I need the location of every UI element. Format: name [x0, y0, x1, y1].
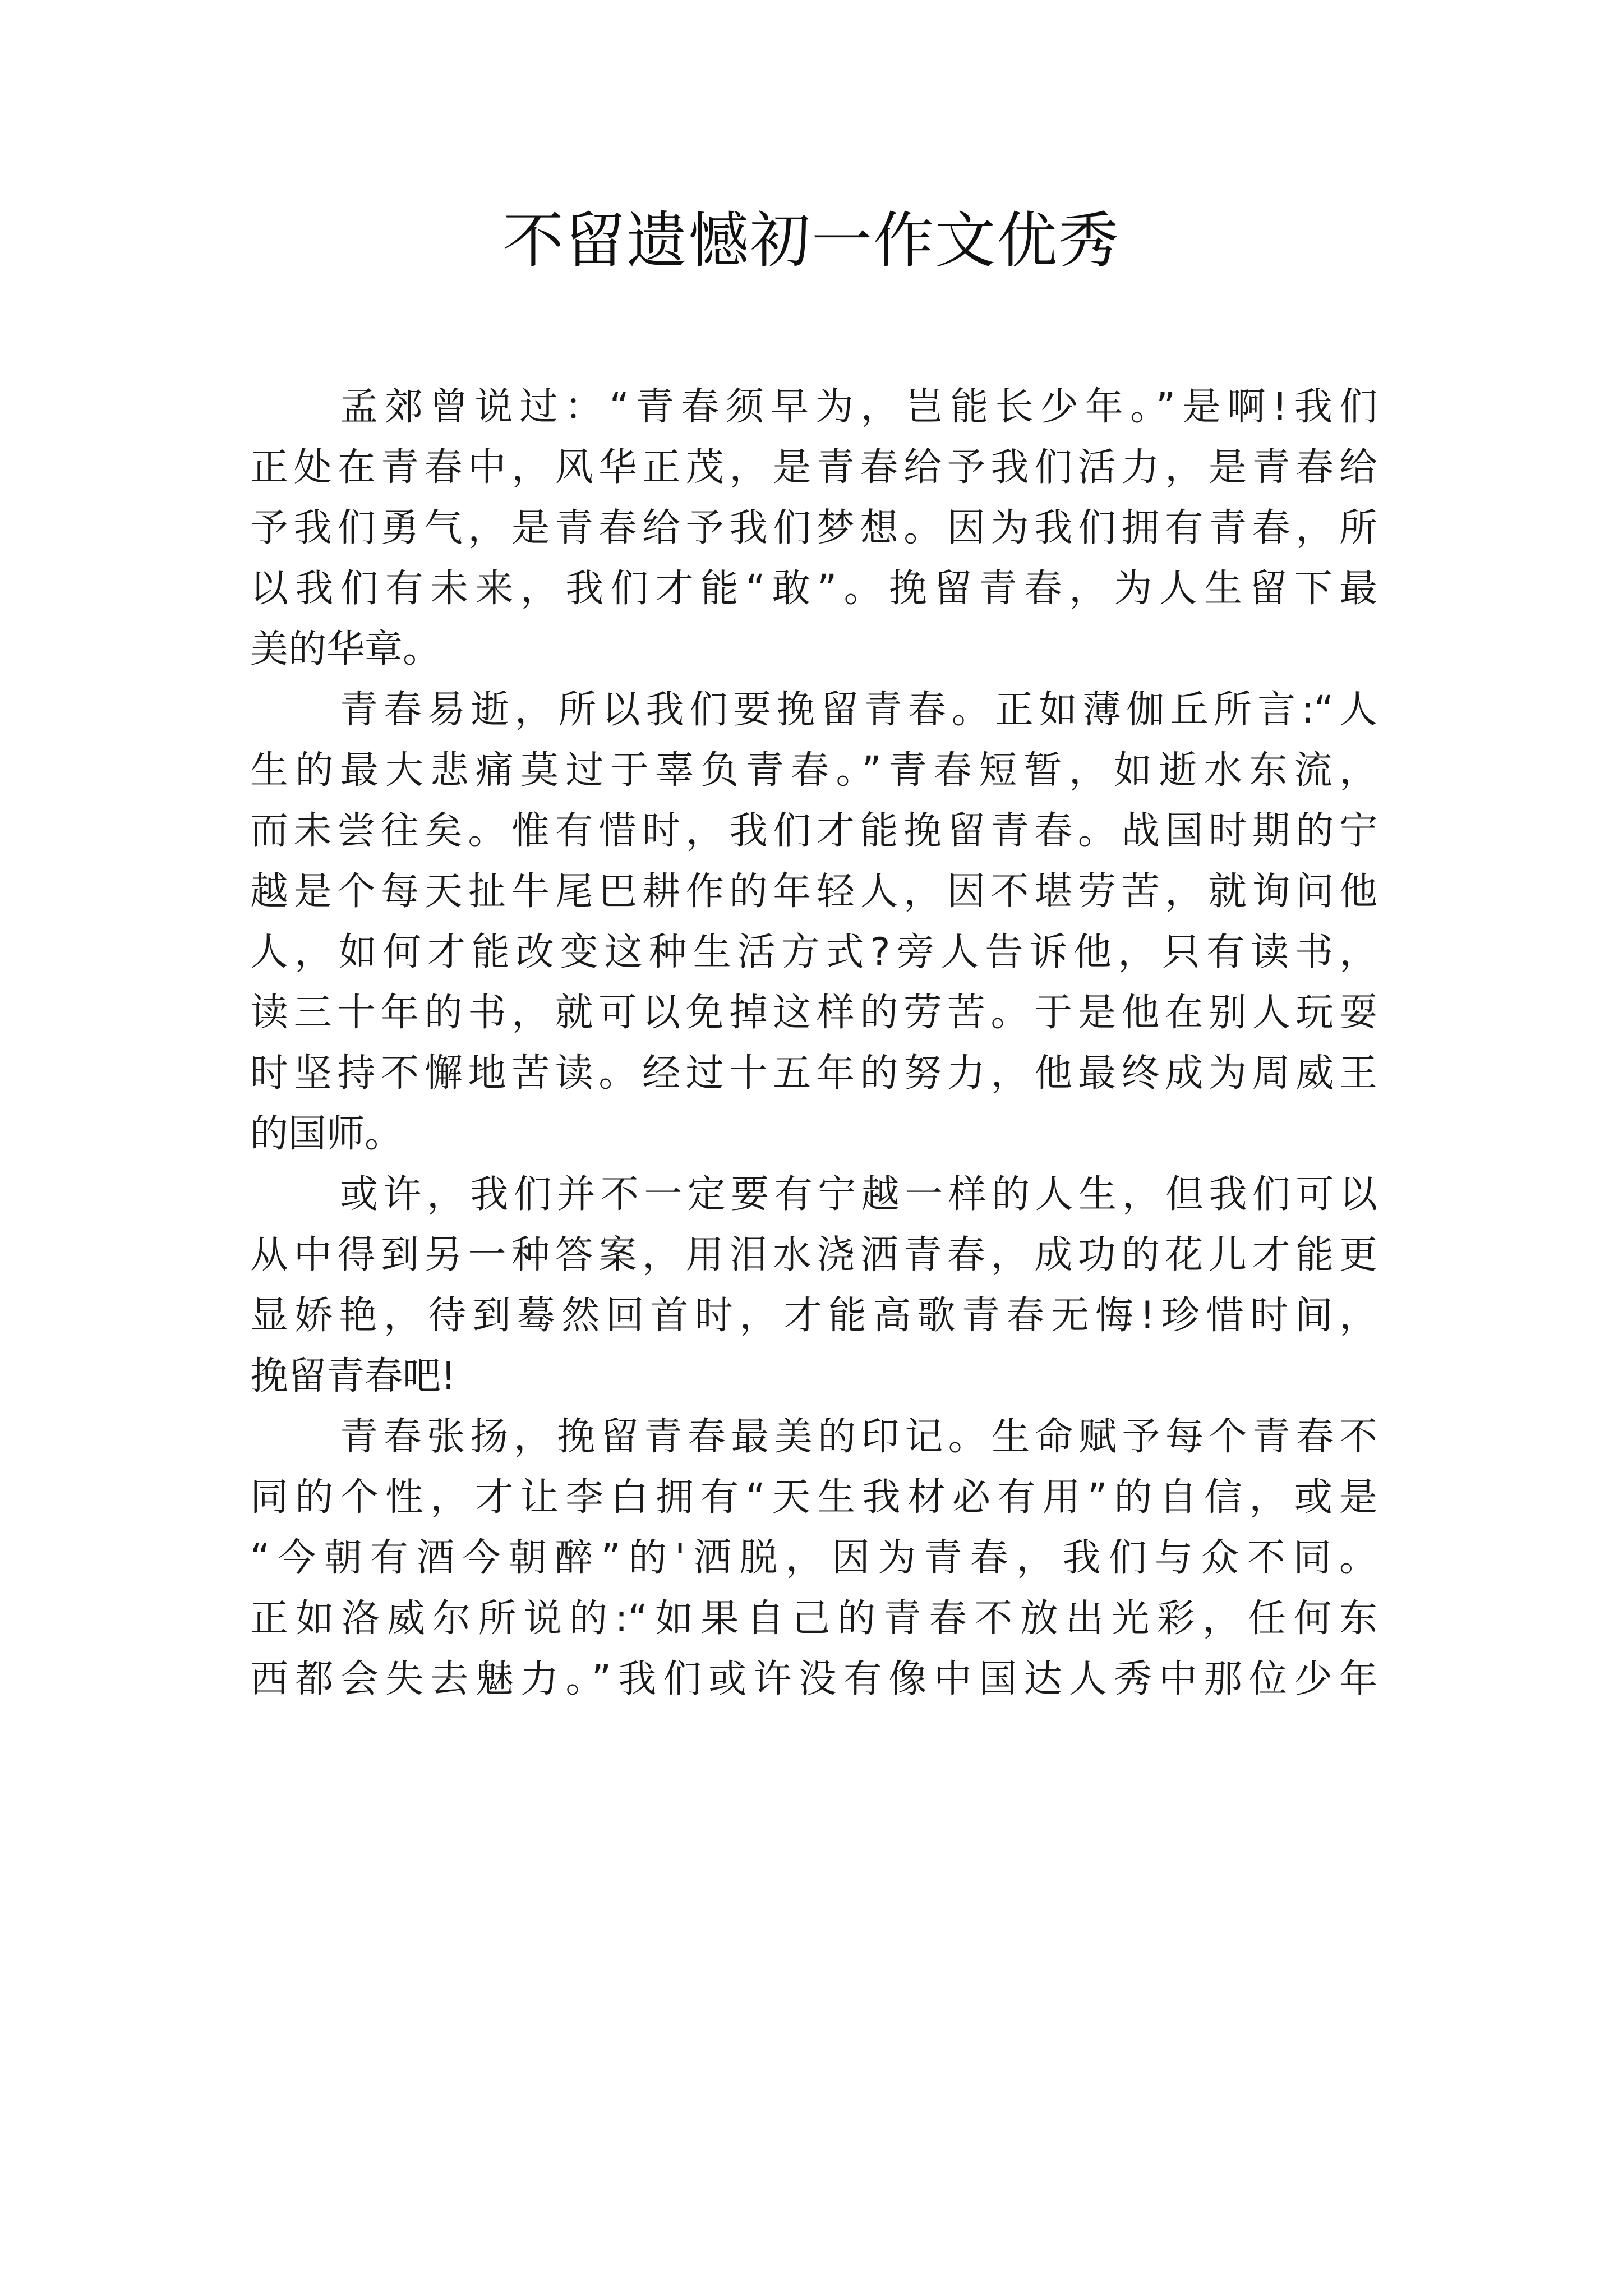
text-line: 美的华章。 — [250, 627, 441, 671]
text-line: 生的最大悲痛莫过于辜负青春。”青春短暂，如逝水东流， — [250, 748, 1377, 793]
text-line: 予我们勇气，是青春给予我们梦想。因为我们拥有青春，所 — [250, 506, 1377, 550]
text-line: 青春易逝，所以我们要挽留青春。正如薄伽丘所言:“人 — [340, 688, 1377, 732]
text-line: 孟郊曾说过：“青春须早为，岂能长少年。”是啊!我们 — [340, 385, 1377, 429]
document-body — [250, 377, 1377, 1710]
text-line: 的国师。 — [250, 1112, 403, 1156]
text-line: 从中得到另一种答案，用泪水浇洒青春，成功的花儿才能更 — [250, 1233, 1377, 1277]
text-line: 而未尝往矣。惟有惜时，我们才能挽留青春。战国时期的宁 — [250, 809, 1377, 853]
text-line: 时坚持不懈地苦读。经过十五年的努力，他最终成为周威王 — [250, 1051, 1377, 1096]
text-line: 同的个性，才让李白拥有“天生我材必有用”的自信，或是 — [250, 1475, 1377, 1520]
text-line: 越是个每天扯牛尾巴耕作的年轻人，因不堪劳苦，就询问他 — [250, 869, 1377, 914]
text-line: “今朝有酒今朝醉”的'洒脱，因为青春，我们与众不同。 — [250, 1536, 1377, 1580]
text-line: 读三十年的书，就可以免掉这样的劳苦。于是他在别人玩耍 — [250, 991, 1377, 1035]
text-line: 以我们有未来，我们才能“敢”。挽留青春，为人生留下最 — [250, 567, 1377, 611]
text-line: 人，如何才能改变这种生活方式?旁人告诉他，只有读书， — [250, 930, 1377, 974]
text-line: 青春张扬，挽留青春最美的印记。生命赋予每个青春不 — [340, 1415, 1377, 1459]
text-line: 挽留青春吧! — [250, 1354, 457, 1398]
text-line: 西都会失去魅力。”我们或许没有像中国达人秀中那位少年 — [250, 1657, 1377, 1701]
text-line: 正处在青春中，风华正茂，是青春给予我们活力，是青春给 — [250, 445, 1377, 490]
text-line: 或许，我们并不一定要有宁越一样的人生，但我们可以 — [340, 1172, 1377, 1217]
document-title: 不留遗憾初一作文优秀 — [502, 206, 1120, 276]
text-line: 显娇艳，待到蓦然回首时，才能高歌青春无悔!珍惜时间， — [250, 1294, 1377, 1338]
text-line: 正如洛威尔所说的:“如果自己的青春不放出光彩，任何东 — [250, 1596, 1377, 1641]
